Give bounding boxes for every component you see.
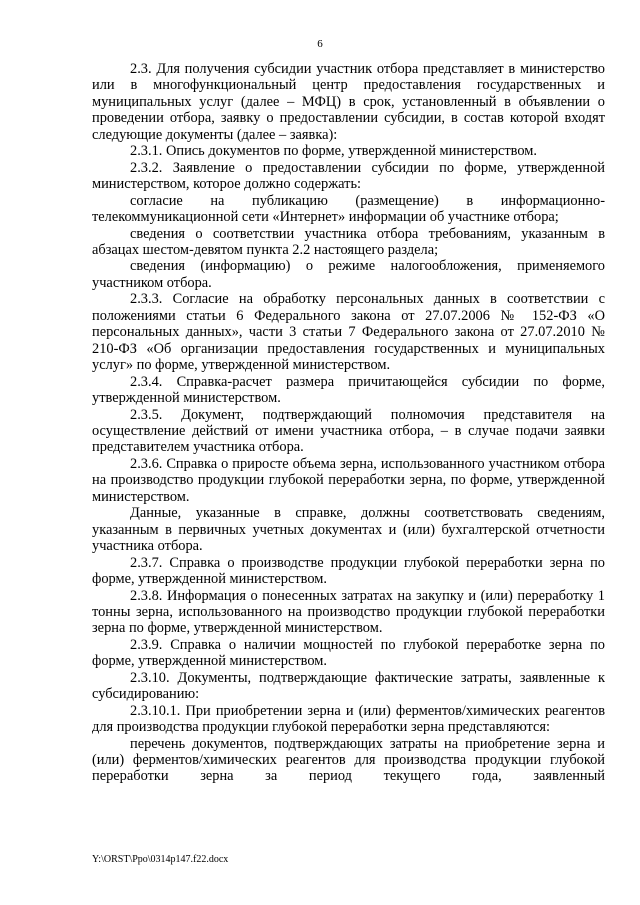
paragraph-2-3-5: 2.3.5. Документ, подтверждающий полномочия представителя на осуществление действий от имени участника отбора, – в случае подачи заявки представителем участника отбора.: [92, 406, 605, 456]
paragraph-document-list: перечень документов, подтверждающих затраты на приобретение зерна и (или) ферментов/химических реагентов для производства продукции глубокой переработки зерна за период текущего года, заявленный: [92, 735, 605, 785]
paragraph-data-match: Данные, указанные в справке, должны соответствовать сведениям, указанным в первичных учетных документах и (или) бухгалтерской отчетности участника отбора.: [92, 505, 605, 555]
paragraph-2-3-1: 2.3.1. Опись документов по форме, утвержденной министерством.: [130, 143, 537, 160]
paragraph-2-3-4: 2.3.4. Справка-расчет размера причитающейся субсидии по форме, утвержденной министерством.: [92, 373, 605, 407]
paragraph-2-3-3: 2.3.3. Согласие на обработку персональных данных в соответствии с положениями статьи 6 Федерального закона от 27.07.2006 № 152-ФЗ «О персональных данных», части 3 статьи 7 Федерального закона от 27.07.2010 № 210-ФЗ «Об организации предоставления государственных и муниципальных услуг» по форме, утвержденной министерством.: [92, 291, 605, 374]
paragraph-2-3-7: 2.3.7. Справка о производстве продукции глубокой переработки зерна по форме, утвержденной министерством.: [92, 554, 605, 588]
document-body: [92, 61, 605, 785]
footer-file-path: Y:\ORST\Ppo\0314p147.f22.docx: [92, 854, 229, 865]
paragraph-2-3-8: 2.3.8. Информация о понесенных затратах на закупку и (или) переработку 1 тонны зерна, использованного на производство продукции глубокой переработки зерна по форме, утвержденной министерством.: [92, 587, 605, 637]
paragraph-tax-regime: сведения (информацию) о режиме налогообложения, применяемого участником отбора.: [92, 258, 605, 291]
paragraph-2-3-9: 2.3.9. Справка о наличии мощностей по глубокой переработке зерна по форме, утвержденной министерством.: [92, 636, 605, 670]
paragraph-2-3-6: 2.3.6. Справка о приросте объема зерна, использованного участником отбора на производство продукции глубокой переработки зерна, по форме, утвержденной министерством.: [92, 455, 605, 505]
paragraph-2-3: 2.3. Для получения субсидии участник отбора представляет в министерство или в многофункциональный центр предоставления государственных и муниципальных услуг (далее – МФЦ) в срок, установленный в объявлении о проведении отбора, заявку о предоставлении субсидии, в состав которой входят следующие документы (далее – заявка):: [92, 61, 605, 143]
paragraph-compliance-info: сведения о соответствии участника отбора требованиям, указанным в абзацах шестом-девятом пункта 2.2 настоящего раздела;: [92, 225, 605, 258]
paragraph-consent-publication: согласие на публикацию (размещение) в информационно-телекоммуникационной сети «Интернет» информации об участнике отбора;: [92, 192, 605, 226]
page-number: 6: [317, 38, 323, 50]
paragraph-2-3-2: 2.3.2. Заявление о предоставлении субсидии по форме, утвержденной министерством, которое должно содержать:: [92, 159, 605, 193]
paragraph-2-3-10-1: 2.3.10.1. При приобретении зерна и (или) ферментов/химических реагентов для производства продукции глубокой переработки зерна представляются:: [92, 702, 605, 736]
paragraph-2-3-10: 2.3.10. Документы, подтверждающие фактические затраты, заявленные к субсидированию:: [92, 669, 605, 703]
